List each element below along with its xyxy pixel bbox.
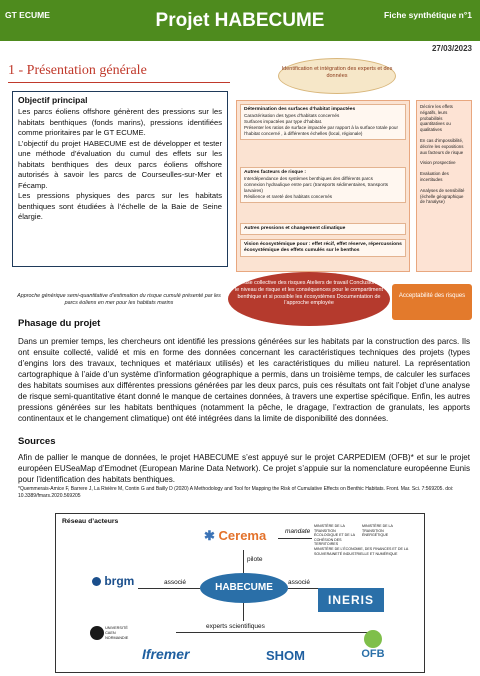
ecosystem-vision-title: Vision écosystémique pour : effet récif, effet réserve, répercussions écosystémique des effets cumulés sur le benthos bbox=[244, 242, 402, 253]
section-divider bbox=[8, 82, 230, 83]
impacted-surfaces-title: Détermination des surfaces d’habitat impactées bbox=[244, 107, 356, 112]
brgm-label: brgm bbox=[104, 574, 135, 588]
objective-paragraph-1: Les parcs éoliens offshore génèrent des pressions sur les habitats benthiques (fonds marins), pressions identifiées comme prioritaires par le GT ECUME. bbox=[18, 107, 222, 137]
right-connector bbox=[288, 588, 318, 589]
box2-line: Résilience et rareté des habitats concernés bbox=[244, 194, 333, 199]
other-risk-factors-title: Autres facteurs de risque : bbox=[244, 170, 306, 175]
sources-title: Sources bbox=[18, 436, 56, 447]
other-pressions-box bbox=[240, 223, 406, 235]
box1-line: Caractérisation des types d’habitats concernés bbox=[244, 113, 340, 118]
ifremer-logo: Ifremer bbox=[142, 646, 190, 662]
ofb-logo bbox=[354, 630, 392, 670]
unicaen-emblem-icon bbox=[90, 626, 104, 640]
assessment-column bbox=[416, 100, 472, 272]
collective-expertise-ellipse: Expertise collective des risques Ateliers de travail Conclusions sur le niveau de risque et les conséquences pour le compartiment benthique et si possible les écosystèmes Documentation de l’approche employée bbox=[228, 272, 390, 326]
date: 27/03/2023 bbox=[431, 44, 472, 53]
pilot-connector bbox=[243, 550, 244, 573]
box1-line: Présenter les ratios de surface impactée par rapport à la surface totale pour l’habitat concerné , à différentes échelles (local, régionale) bbox=[244, 125, 398, 136]
risk-method-diagram bbox=[236, 58, 474, 283]
ministry-label: MINISTÈRE DE L'ÉCONOMIE, DES FINANCES ET DE LA SOUVERAINETÉ INDUSTRIELLE ET NUMÉRIQUE bbox=[314, 546, 409, 556]
experts-branch bbox=[176, 632, 376, 633]
phasage-text: Dans un premier temps, les chercheurs ont identifié les pressions générées sur les habitats par la construction des parcs. Ils ont ensuite collecté, validé et mis en forme des données concernant les caractéristiques techniques des projets (types d’engins lors des travaux, techniques et matériaux utilisés) et les caractéristiques du milieu naturel. La représentation cartographique à l’aide d’un système d’information géographique a permis, dans un troisième temps, de calculer les surfaces des habitats soumises aux différentes pressions générées par les deux parcs, puis ces résultats ont fait l’objet d’une analyse de risque semi-quantitative étant donné le manque de certaines données, à travers une expertise spécifique. Enfin, les autres pressions générées sur les habitats benthiques (notamment la pêche, le dragage, l’extraction de granulats, les apports continentaux et le changement climatique) ont été intégrées dans la limite de disponibilité des données. bbox=[18, 337, 470, 423]
mandate-connector bbox=[278, 538, 312, 539]
impacted-surfaces-box bbox=[240, 104, 406, 140]
habecume-hub: HABECUME bbox=[200, 573, 288, 603]
section-title: 1 - Présentation générale bbox=[8, 63, 147, 78]
unicaen-logo bbox=[90, 626, 138, 652]
page-title: Projet HABECUME bbox=[155, 10, 325, 31]
assessment-item: Evaluation des incertitudes bbox=[420, 171, 449, 182]
left-connector bbox=[138, 588, 200, 589]
reference-footnote: *Quemmerais-Amice F, Barrere J, La Rivière M, Contin G and Bailly D (2020) A Methodology and Tool for Mapping the Risk of Cumulative Effects on Benthic Habitats. Front. Mar. Sci. 7:569205. doi: 10.3389/fmars.2020.569205 bbox=[18, 486, 454, 499]
header-banner bbox=[0, 0, 480, 41]
network-title: Réseau d’acteurs bbox=[62, 518, 119, 525]
assessment-item: Vision prospective bbox=[420, 160, 456, 166]
analysis-column bbox=[236, 100, 410, 272]
shom-logo: SHOM bbox=[266, 648, 305, 663]
acceptability-box: Acceptabilité des risques bbox=[392, 284, 472, 320]
sheet-number: Fiche synthétique n°1 bbox=[384, 10, 472, 20]
objective-paragraph-3: Les pressions physiques des parcs sur les habitats benthiques sont étudiées à l’échelle de la Baie de Seine élargie. bbox=[18, 191, 222, 221]
phasage-title: Phasage du projet bbox=[18, 318, 101, 329]
assessment-item: En cas d’impossibilité, décrire les expositions aux facteurs de risque bbox=[420, 137, 464, 155]
ministry-label: MINISTÈRE DE LA TRANSITION ÉCOLOGIQUE ET DE LA COHÉSION DES TERRITOIRES bbox=[314, 524, 355, 547]
sources-text: Afin de pallier le manque de données, le projet HABECUME s’est appuyé sur le projet CARPEDIEM (OFB)* et sur le projet européen EUSeaMap d’Emodnet (European Marine Data Network). Ce projet s’appuie sur la nomenclature européenne Eunis pour l’identification des habitats benthiques. bbox=[18, 453, 470, 484]
experts-label: experts scientifiques bbox=[206, 623, 265, 630]
brgm-circle-icon bbox=[92, 577, 101, 586]
experts-connector bbox=[243, 603, 244, 621]
assessment-item: Analyses de sensibilité (échelle géographique de l’analyse) bbox=[420, 187, 465, 205]
ministries-logo bbox=[314, 524, 414, 554]
objective-title: Objectif principal bbox=[18, 95, 88, 105]
cerema-label: Cerema bbox=[218, 528, 267, 543]
associate-right-label: associé bbox=[288, 579, 311, 586]
box1-line: Surfaces impactées par type d’habitat. bbox=[244, 119, 323, 124]
ecosystem-vision-box bbox=[240, 239, 406, 257]
unicaen-label: UNIVERSITÉ CAEN NORMANDIE bbox=[105, 626, 129, 640]
other-pressions-title: Autres pressions et changement climatique bbox=[244, 226, 346, 231]
objective-paragraph-2: L’objectif du projet HABECUME est de développer et tester une méthode d’évaluation du cumul des effets sur les habitats benthiques des deux parcs éoliens offshore autorisés à savoir les parcs de Courseulles-sur-Mer et Fécamp. bbox=[18, 138, 222, 190]
ofb-label: OFB bbox=[361, 648, 385, 660]
group-label: GT ECUME bbox=[5, 10, 50, 20]
actors-network bbox=[55, 513, 425, 673]
cerema-logo bbox=[204, 528, 266, 544]
pilot-label: pilote bbox=[247, 556, 263, 563]
cerema-symbol-icon: ✱ bbox=[204, 528, 219, 543]
other-risk-factors-box bbox=[240, 167, 406, 203]
ineris-logo: INERIS bbox=[318, 588, 384, 612]
brgm-logo bbox=[92, 574, 134, 588]
assessment-item: Décrire les effets négatifs, leurs probabilités quantitatives ou qualitatives bbox=[420, 104, 453, 133]
ofb-emblem-icon bbox=[364, 630, 382, 648]
box2-line: Interdépendance des systèmes benthiques des différents parcs bbox=[244, 176, 373, 181]
objective-box bbox=[12, 91, 228, 267]
diagram-caption: Approche générique semi-quantitative d’estimation du risque cumulé présenté par les parcs éoliens en mer pour les habitats marins bbox=[17, 293, 221, 306]
mandate-label: mandate bbox=[285, 528, 311, 535]
associate-left-label: associé bbox=[164, 579, 187, 586]
box2-line: connexion hydraulique entre parc (transports sédimentaires, transports larvaires) bbox=[244, 182, 389, 193]
experts-data-ellipse: Identification et intégration des experts et des données bbox=[278, 58, 396, 94]
ministry-label: MINISTÈRE DE LA TRANSITION ÉNERGÉTIQUE bbox=[362, 524, 393, 538]
